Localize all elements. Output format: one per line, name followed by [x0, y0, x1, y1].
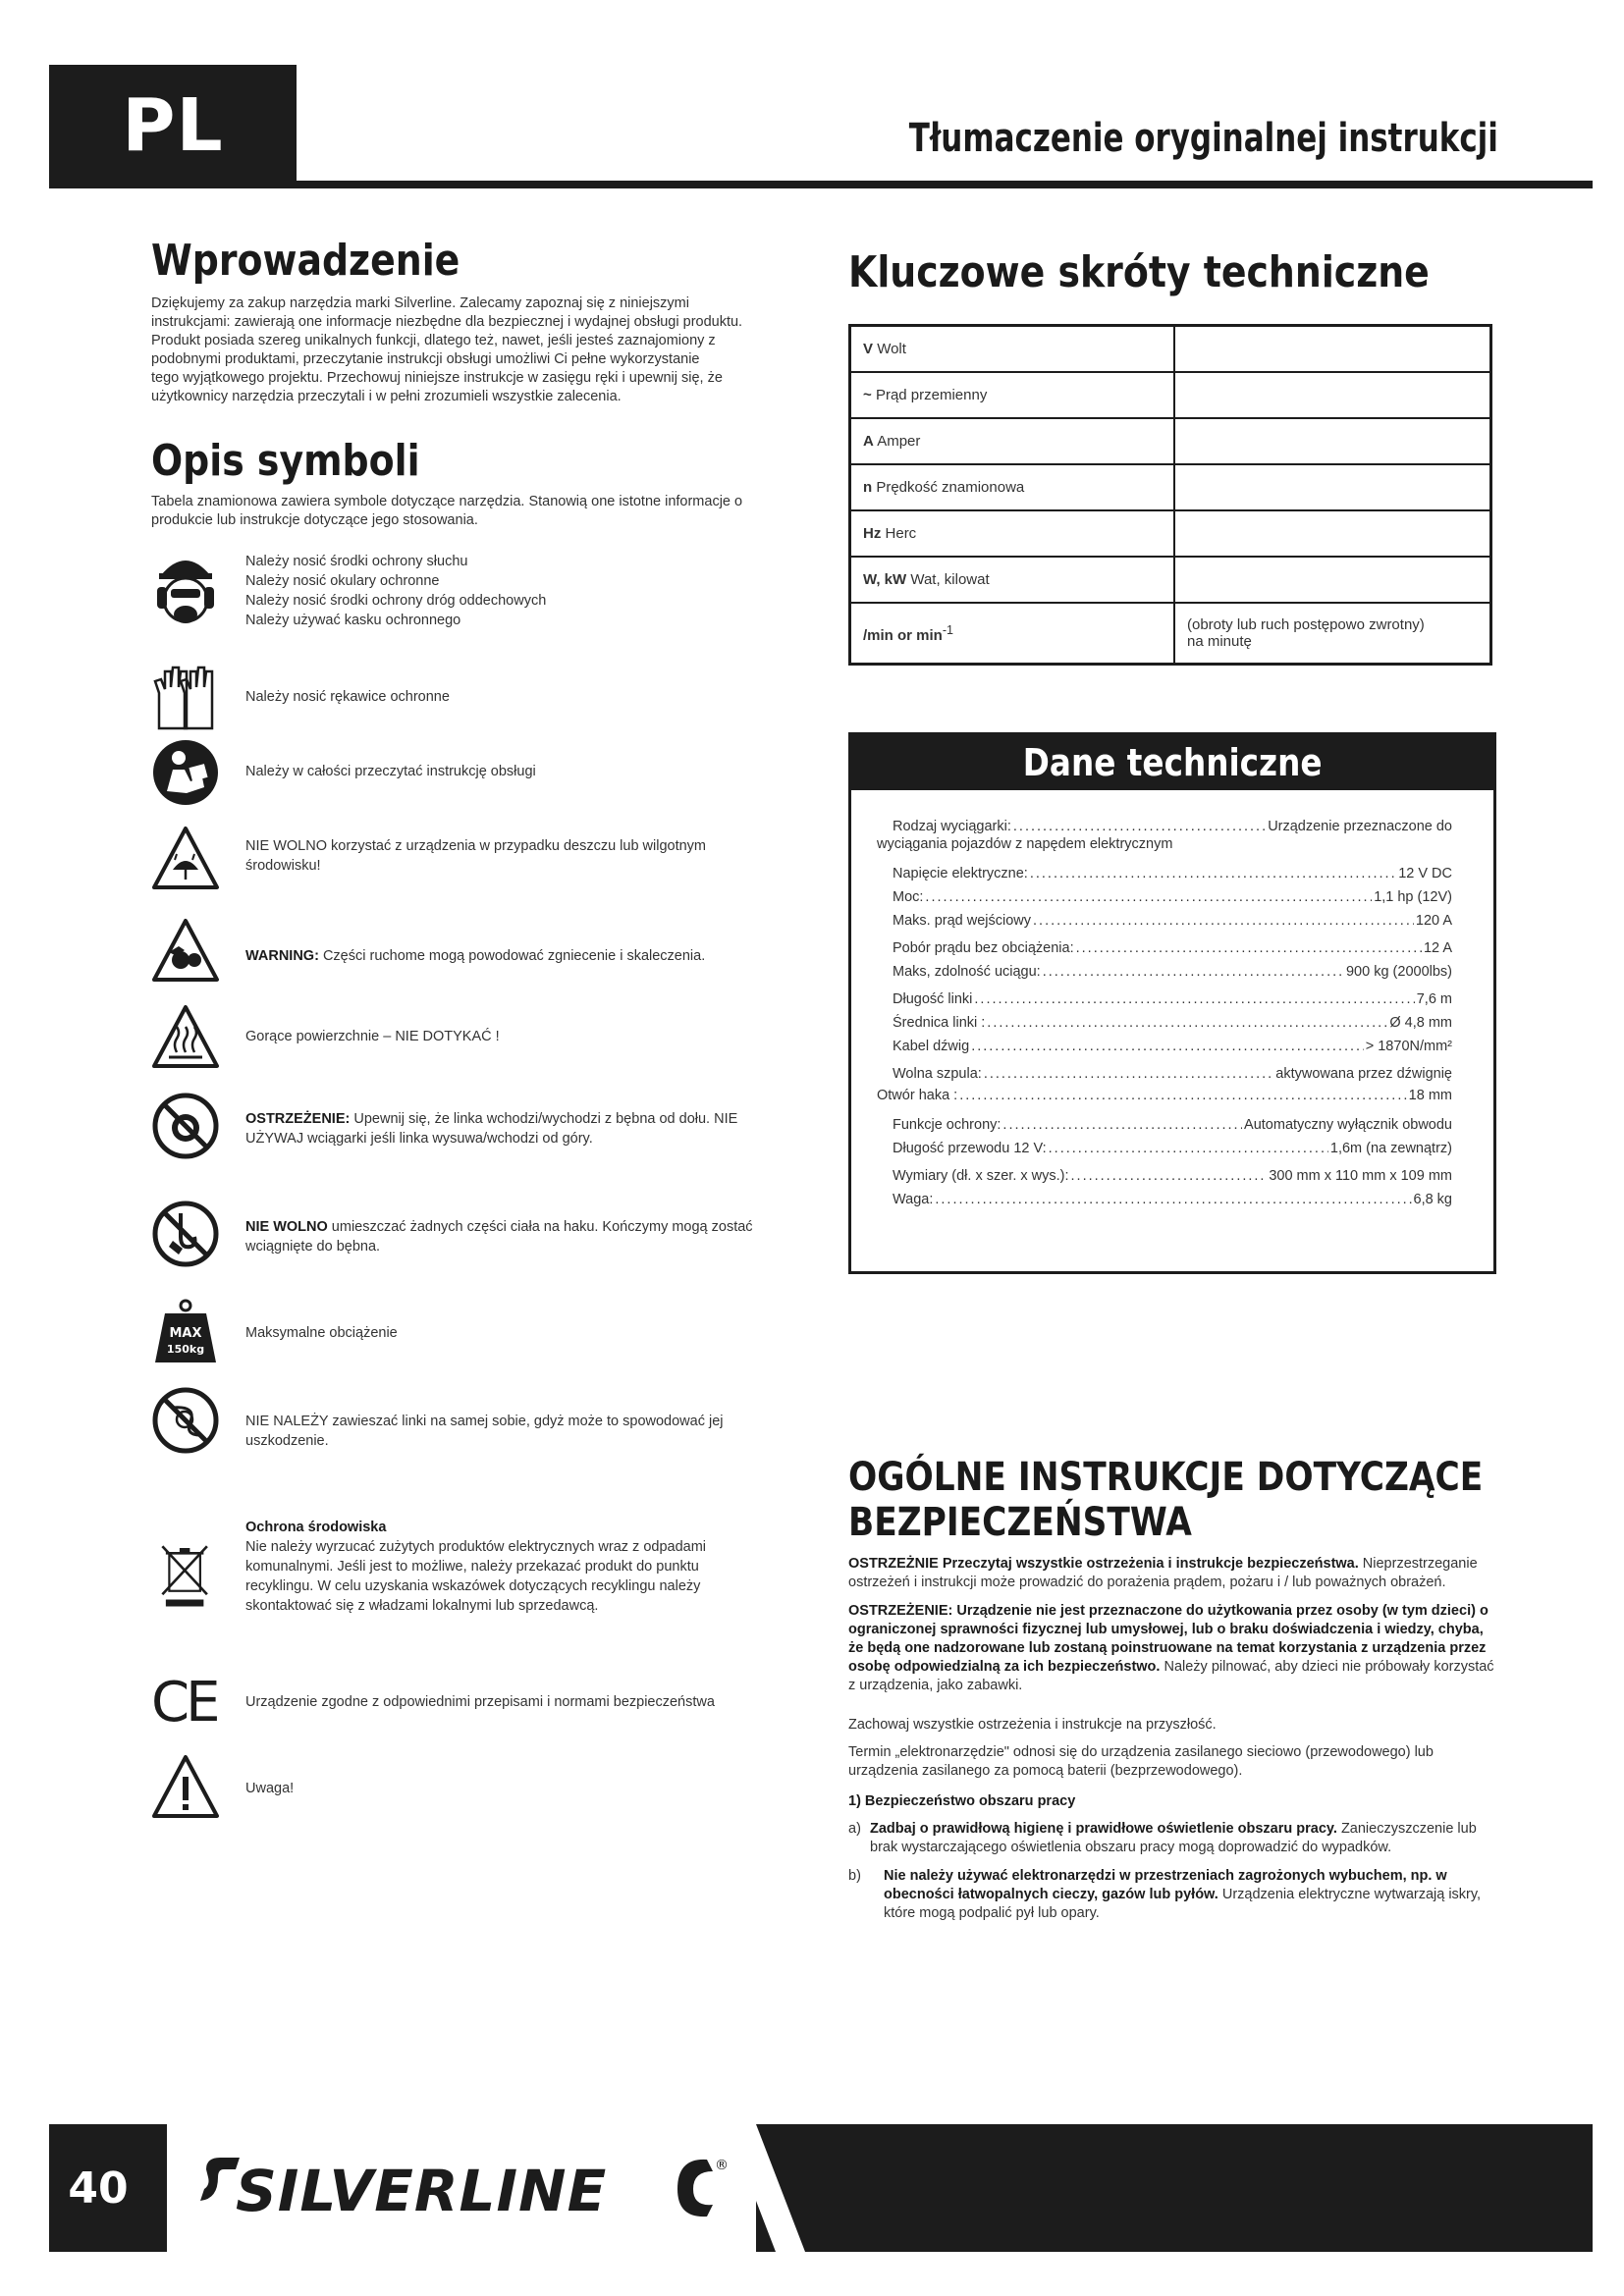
safety-heading: OGÓLNE INSTRUKCJE DOTYCZĄCE BEZPIECZEŃSTWA	[848, 1455, 1484, 1545]
table-row: Hz Herc	[850, 510, 1491, 557]
safety-item-b: b) Nie należy używać elektronarzędzi w przestrzeniach zagrożonych wybuchem, np. w obecności łatwopalnych cieczy, gazów lub pyłów. Urządzenia elektryczne wytwarzają iskry, które mogą podpalić pył lub opary.	[848, 1868, 1482, 1921]
spec-row: Wymiary (dł. x szer. x wys.): ..... 300 mm x 110 mm x 109 mm	[893, 1167, 1452, 1185]
spec-row: Długość linki ..... 7,6 m	[893, 990, 1452, 1008]
symbol-row: Gorące powierzchnie – NIE DOTYKAĆ !	[151, 1003, 750, 1076]
symbol-row: Należy nosić rękawice ochronne	[151, 664, 750, 736]
svg-text:MAX: MAX	[169, 1326, 202, 1341]
spec-row: Kabel dźwig ..... > 1870N/mm²	[893, 1038, 1452, 1055]
table-row: /min or $\min^{-1}$ (obroty lub ruch postępowo zwrotny) na minutę	[850, 603, 1491, 665]
table-row: W, kW Wat, kilowat	[850, 557, 1491, 603]
spec-row: Maks, zdolność uciągu: ..... 900 kg (2000lbs)	[893, 963, 1452, 981]
spec-row: Otwór haka : ..... 18 mm	[877, 1087, 1452, 1104]
spec-row: Pobór prądu bez obciążenia: ..... 12 A	[893, 939, 1452, 957]
spec-row: Rodzaj wyciągarki: ..... Urządzenie przeznaczone do	[893, 818, 1452, 835]
spec-row: Funkcje ochrony: ..... Automatyczny wyłącznik obwodu	[893, 1116, 1452, 1134]
weee-bin-icon	[151, 1541, 220, 1610]
spec-row: Długość przewodu 12 V: ..... 1,6m (na zewnątrz)	[893, 1140, 1452, 1157]
table-row: V Wolt	[850, 326, 1491, 373]
ce-mark-icon: CE	[151, 1671, 217, 1735]
safety-paragraph: Zachowaj wszystkie ostrzeżenia i instrukcje na przyszłość.	[848, 1717, 1217, 1733]
table-row: A Amper	[850, 418, 1491, 464]
svg-text:150kg: 150kg	[166, 1343, 205, 1356]
gloves-icon	[151, 664, 220, 732]
no-loop-icon	[151, 1386, 220, 1455]
hook-prohibited-icon	[151, 1200, 220, 1268]
symbol-row: OSTRZEŻENIE: Upewnij się, że linka wchodzi/wychodzi z bębna od dołu. NIE UŻYWAJ wciągarki jeśli linka wysuwa/wchodzi od góry.	[151, 1092, 750, 1164]
crush-warning-icon	[151, 917, 220, 986]
symbol-row: Uwaga!	[151, 1753, 750, 1826]
max-load-icon	[151, 1298, 220, 1366]
symbol-row: CE Urządzenie zgodne z odpowiednimi przepisami i normami bezpieczeństwa	[151, 1669, 750, 1741]
page-title: Tłumaczenie oryginalnej instrukcji	[908, 116, 1498, 161]
tech-data-heading: Dane techniczne	[851, 735, 1493, 790]
safety-paragraph: OSTRZEŻNIE Przeczytaj wszystkie ostrzeżenia i instrukcje bezpieczeństwa. Nieprzestrzeganie ostrzeżeń i instrukcji może prowadzić do porażenia prądem, pożaru i / lub poważnych obrażeń.	[848, 1556, 1478, 1590]
spec-row: Wolna szpula: ..... aktywowana przez dźwignię	[893, 1065, 1452, 1083]
symbol-row: NIE WOLNO korzystać z urządzenia w przypadku deszczu lub wilgotnym środowisku!	[151, 825, 750, 897]
symbol-row: MAX 150kg Maksymalne obciążenie	[151, 1298, 750, 1376]
spec-row: Moc: ..... 1,1 hp (12V)	[893, 888, 1452, 906]
symbol-row: Należy nosić środki ochrony słuchu Należy nosić okulary ochronne Należy nosić środki ochrony dróg oddechowych Należy używać kasku ochronnego	[151, 546, 750, 634]
safety-item-a: a) Zadbaj o prawidłową higienę i prawidłowe oświetlenie obszaru pracy. Zanieczyszczenie lub brak wystarczającego oświetlenia obszaru pracy mogą doprowadzić do wypadków.	[848, 1821, 1477, 1855]
intro-heading: Wprowadzenie	[151, 236, 460, 286]
svg-text:SILVERLINE: SILVERLINE	[236, 2158, 608, 2224]
symbols-heading: Opis symboli	[151, 436, 420, 486]
abbrev-heading: Kluczowe skróty techniczne	[848, 247, 1430, 297]
safety-paragraph: Termin „elektronarzędzie" odnosi się do urządzenia zasilanego sieciowo (przewodowego) lub urządzenia zasilanego za pomocą baterii (bezprzewodowego).	[848, 1744, 1434, 1779]
symbol-row: NIE WOLNO umieszczać żadnych części ciała na haku. Kończymy mogą zostać wciągnięte do bębna.	[151, 1200, 750, 1278]
symbols-intro: Tabela znamionowa zawiera symbole dotyczące narzędzia. Stanowią one istotne informacje o produkcie lub instrukcje dotyczące jego stosowania.	[151, 494, 743, 528]
tech-data-box	[848, 732, 1496, 1274]
caution-icon	[151, 1753, 220, 1822]
rain-warning-icon	[151, 825, 220, 893]
spec-row: Średnica linki : ..... Ø 4,8 mm	[893, 1014, 1452, 1032]
symbol-row: Należy w całości przeczytać instrukcję obsługi	[151, 738, 750, 811]
read-manual-icon	[151, 738, 220, 807]
drum-prohibited-icon	[151, 1092, 220, 1160]
header-rule	[49, 181, 1593, 188]
symbol-row: Ochrona środowiska Nie należy wyrzucać zużytych produktów elektrycznych wraz z odpadami komunalnymi. Jeśli jest to możliwe, należy przekazać produkt do punktu recyklingu. W celu uzyskania wskazówek dotyczących recyklingu należy skontaktować się z władzami lokalnymi lub sprzedawcą.	[151, 1512, 750, 1629]
spec-row: Maks. prąd wejściowy ..... 120 A	[893, 912, 1452, 930]
page-number: 40	[68, 2163, 129, 2214]
table-row: n Prędkość znamionowa	[850, 464, 1491, 510]
abbrev-table	[848, 324, 1492, 666]
ppe-head-icon	[151, 546, 220, 634]
table-row: ~ Prąd przemienny	[850, 372, 1491, 418]
spec-row: Napięcie elektryczne: ..... 12 V DC	[893, 865, 1452, 882]
language-badge: PL	[49, 65, 297, 187]
silverline-logo	[196, 2140, 746, 2238]
symbol-row: NIE NALEŻY zawieszać linki na samej sobie, gdyż może to spowodować jej uszkodzenie.	[151, 1386, 750, 1465]
hot-surface-icon	[151, 1003, 220, 1072]
spec-row: wyciągania pojazdów z napędem elektrycznym	[877, 836, 1173, 852]
safety-paragraph: OSTRZEŻENIE: Urządzenie nie jest przeznaczone do użytkowania przez osoby (w tym dzieci) o ograniczonej sprawności fizycznej lub umysłowej, lub o braku doświadczenia i wiedzy, chyba, że będą one nadzorowane lub zostaną poinstruowane na temat korzystania z urządzenia przez osobę odpowiedzialną za ich bezpieczeństwo. Należy pilnować, aby dzieci nie próbowały korzystać z urządzenia, jako zabawki.	[848, 1603, 1494, 1693]
intro-text: Dziękujemy za zakup narzędzia marki Silverline. Zalecamy zapoznaj się z niniejszymi instrukcjami: zawierają one informacje niezbędne dla bezpiecznej i wydajnej obsługi produktu. Produkt posiada szereg unikalnych funkcji, dlatego też, nawet, jeśli jesteś zaznajomiony z podobnymi produktami, przeczytanie instrukcji obsługi umożliwi Ci pełne wykorzystanie tego wyjątkowego projektu. Przechowuj niniejsze instrukcje w zasięgu ręki i upewnij się, że użytkownicy narzędzia przeczytali i w pełni zrozumieli wszystkie zalecenia.	[151, 295, 743, 404]
svg-text:®: ®	[715, 2158, 729, 2173]
spec-row: Waga: ..... 6,8 kg	[893, 1191, 1452, 1208]
safety-subheading: 1) Bezpieczeństwo obszaru pracy	[848, 1793, 1076, 1809]
symbol-row: WARNING: Części ruchome mogą powodować zgniecenie i skaleczenia.	[151, 917, 750, 989]
